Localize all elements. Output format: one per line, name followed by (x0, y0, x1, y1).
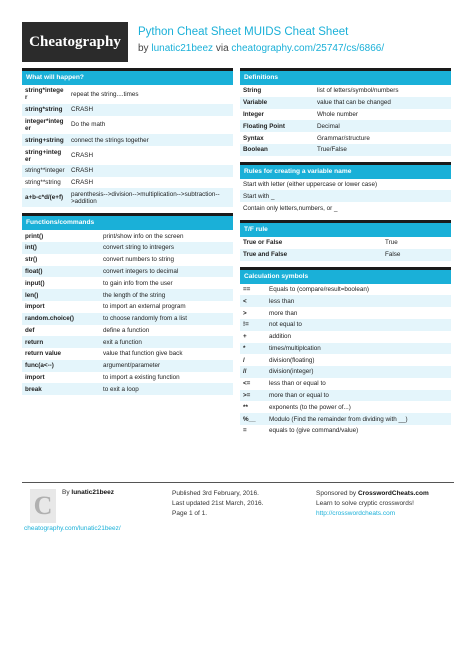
sponsor-tagline: Learn to solve cryptic crosswords! (316, 500, 414, 507)
row-value: more than (269, 309, 298, 317)
section-rules (240, 162, 451, 214)
row-value: CRASH (71, 152, 94, 160)
footer-by-prefix: By (62, 489, 70, 496)
row-value: to import an external program (103, 303, 186, 311)
row-key: return (22, 336, 100, 348)
table-row (22, 289, 233, 301)
table-row (22, 134, 233, 146)
row-key: != (240, 319, 266, 331)
table-row (240, 202, 451, 214)
row-value: Equals to (compare/result=boolean) (269, 285, 369, 293)
row-value: more than or equal to (266, 390, 451, 402)
row-key: == (243, 285, 251, 293)
section-definitions (240, 68, 451, 156)
table-row (240, 295, 451, 307)
row-value: division(integer) (266, 366, 451, 378)
row-key: integer*integ er (25, 117, 64, 132)
row-value: convert string to intregers (100, 242, 233, 254)
page-title[interactable]: Python Cheat Sheet MUIDS Cheat Sheet (138, 26, 349, 38)
sheet-footer (22, 482, 454, 532)
footer-author-url[interactable]: cheatography.com/lunatic21beez/ (24, 525, 121, 532)
byline (138, 43, 384, 54)
cheatography-logo[interactable]: Cheatography (22, 22, 128, 62)
rule-text: Contain only letters,numbers, or _ (243, 204, 338, 212)
table-row (240, 413, 451, 425)
row-value: the length of the string (100, 289, 233, 301)
row-value: division(floating) (269, 356, 315, 364)
row-key: < (240, 295, 266, 307)
row-key: a+b-c*d/(e+f) (22, 188, 68, 207)
table-row (22, 360, 233, 372)
table-row (240, 109, 451, 121)
row-key: String (243, 87, 262, 95)
row-key: import (25, 374, 45, 382)
row-key: break (22, 383, 100, 395)
definitions-table (240, 85, 451, 156)
row-key: random.choice() (22, 313, 100, 325)
row-key: len() (22, 289, 100, 301)
section-heading: Functions/commands (22, 216, 233, 230)
table-row (22, 372, 233, 384)
row-value: not equal to (266, 319, 451, 331)
row-key: str() (25, 256, 38, 264)
row-key: >= (240, 390, 266, 402)
publish-info (172, 489, 263, 519)
row-value: addition (269, 333, 292, 341)
row-key: Floating Point (240, 120, 314, 132)
byline-prefix: by (138, 43, 149, 54)
author-link[interactable]: lunatic21beez (151, 43, 214, 54)
footer-author-name[interactable]: lunatic21beez (71, 489, 115, 496)
table-row (240, 343, 451, 355)
row-value: Modulo (Find the remainder from dividing with __) (266, 413, 451, 425)
table-row (22, 146, 233, 165)
rule-text: Start with letter (either uppercase or lower case) (243, 181, 378, 189)
table-row (22, 230, 233, 242)
row-value: parenthesis-->division-->multiplication-->subtraction-->addition (68, 188, 233, 207)
sheet-url-link[interactable]: cheatography.com/25747/cs/6866/ (231, 43, 385, 54)
row-key: import (25, 303, 45, 311)
section-what-will-happen (22, 68, 233, 207)
section-heading: Definitions (240, 71, 451, 85)
row-key: // (240, 366, 266, 378)
row-key: string**string (25, 179, 61, 187)
table-row (240, 179, 451, 191)
row-key: Integer (243, 110, 264, 118)
row-value: convert numbers to string (103, 256, 175, 264)
row-value: CRASH (71, 179, 94, 187)
table-row (240, 378, 451, 390)
table-row (240, 97, 451, 109)
sponsor-line (316, 489, 429, 499)
row-key: print() (25, 232, 44, 240)
what-table (22, 85, 233, 207)
table-row (22, 254, 233, 266)
row-key: input() (25, 279, 45, 287)
row-value: connect the strings together (68, 134, 233, 146)
row-value: times/multiplcation (266, 343, 451, 355)
row-value: repeat the string....times (71, 90, 139, 98)
row-key: string*string (22, 104, 68, 116)
row-key: int() (22, 242, 100, 254)
table-row (240, 425, 451, 437)
row-key: Syntax (243, 134, 264, 142)
sponsor-prefix: Sponsored by (316, 490, 357, 497)
row-key: * (240, 343, 266, 355)
row-value: less than or equal to (269, 380, 326, 388)
table-row (240, 307, 451, 319)
row-key: %__ (240, 413, 266, 425)
row-key: return value (25, 350, 62, 358)
row-value: to import a existing function (103, 374, 180, 382)
updated-date: Last updated 21st March, 2016. (172, 500, 264, 507)
page-number: Page 1 of 1. (172, 510, 208, 517)
row-key: func(a<--) (22, 360, 100, 372)
row-value: less than (266, 295, 451, 307)
row-value: Decimal (314, 120, 451, 132)
row-value: print/show info on the screen (103, 232, 184, 240)
table-row (240, 319, 451, 331)
table-row (22, 325, 233, 337)
row-value: argument/parameter (100, 360, 233, 372)
table-row (240, 390, 451, 402)
row-value: Grammar/structure (317, 134, 370, 142)
row-value: value that can be changed (314, 97, 451, 109)
byline-via: via (215, 43, 229, 54)
rule-text: Start with _ (240, 190, 451, 202)
sponsor-name[interactable]: CrosswordCheats.com (357, 490, 429, 497)
calc-table (240, 284, 451, 437)
table-row (22, 242, 233, 254)
row-key: <= (243, 380, 251, 388)
table-row (240, 284, 451, 296)
row-key: float() (22, 266, 100, 278)
row-value: Whole number (317, 110, 358, 118)
table-row (240, 354, 451, 366)
row-key: True or False (243, 239, 283, 247)
table-row (240, 144, 451, 156)
table-row (240, 401, 451, 413)
table-row (240, 120, 451, 132)
table-row (22, 188, 233, 207)
table-row (22, 348, 233, 360)
section-heading: Calculation symbols (240, 270, 451, 284)
left-column (22, 68, 233, 401)
section-heading: T/F rule (240, 223, 451, 237)
row-key: string+integ er (25, 148, 62, 163)
row-value: True/False (314, 144, 451, 156)
table-row (240, 331, 451, 343)
table-row (22, 85, 233, 104)
table-row (22, 383, 233, 395)
table-row (22, 165, 233, 177)
author-avatar: C (30, 489, 56, 523)
table-row (240, 132, 451, 144)
row-key: string*intege r (25, 87, 64, 102)
section-calculation-symbols (240, 267, 451, 437)
row-key: Boolean (240, 144, 314, 156)
table-row (22, 277, 233, 289)
published-date: Published 3rd February, 2016. (172, 490, 259, 497)
footer-author (62, 489, 114, 496)
row-value: exponents (to the power of...) (269, 403, 351, 411)
row-key: = (243, 427, 247, 435)
row-value: to exit a loop (100, 383, 233, 395)
row-value: value that function give back (103, 350, 183, 358)
table-row (240, 85, 451, 97)
row-value: CRASH (68, 104, 233, 116)
table-row (22, 266, 233, 278)
table-row (240, 190, 451, 202)
row-key: ** (243, 403, 248, 411)
section-heading: What will happen? (22, 71, 233, 85)
row-value: to choose randomly from a list (100, 313, 233, 325)
row-value: Do the math (71, 121, 106, 129)
rules-table (240, 179, 451, 214)
row-value: True (385, 239, 398, 247)
row-value: convert integers to decimal (100, 266, 233, 278)
row-key: > (243, 309, 247, 317)
section-heading: Rules for creating a variable name (240, 165, 451, 179)
row-key: True and False (240, 249, 382, 261)
row-value: False (382, 249, 451, 261)
section-functions (22, 213, 233, 395)
row-key: / (243, 356, 245, 364)
table-row (240, 249, 451, 261)
row-key: string+string (22, 134, 68, 146)
row-value: list of letters/symbol/numbers (317, 87, 399, 95)
section-tf-rule (240, 220, 451, 261)
row-value: define a function (103, 326, 150, 334)
row-key: string**integer (22, 165, 68, 177)
functions-table (22, 230, 233, 395)
table-row (22, 177, 233, 189)
sheet-header (22, 22, 454, 62)
table-row (240, 237, 451, 249)
table-row (22, 104, 233, 116)
table-row (240, 366, 451, 378)
sponsor-info (316, 489, 429, 519)
right-column (240, 68, 451, 443)
row-key: + (243, 333, 247, 341)
sponsor-url[interactable]: http://crosswordcheats.com (316, 510, 396, 517)
row-value: CRASH (68, 165, 233, 177)
row-value: to gain info from the user (103, 279, 173, 287)
row-value: equals to (give command/value) (269, 427, 359, 435)
table-row (22, 336, 233, 348)
row-key: def (25, 326, 35, 334)
row-key: Variable (240, 97, 314, 109)
table-row (22, 301, 233, 313)
tf-table (240, 237, 451, 261)
table-row (22, 313, 233, 325)
table-row (22, 116, 233, 135)
row-value: exit a function (100, 336, 233, 348)
